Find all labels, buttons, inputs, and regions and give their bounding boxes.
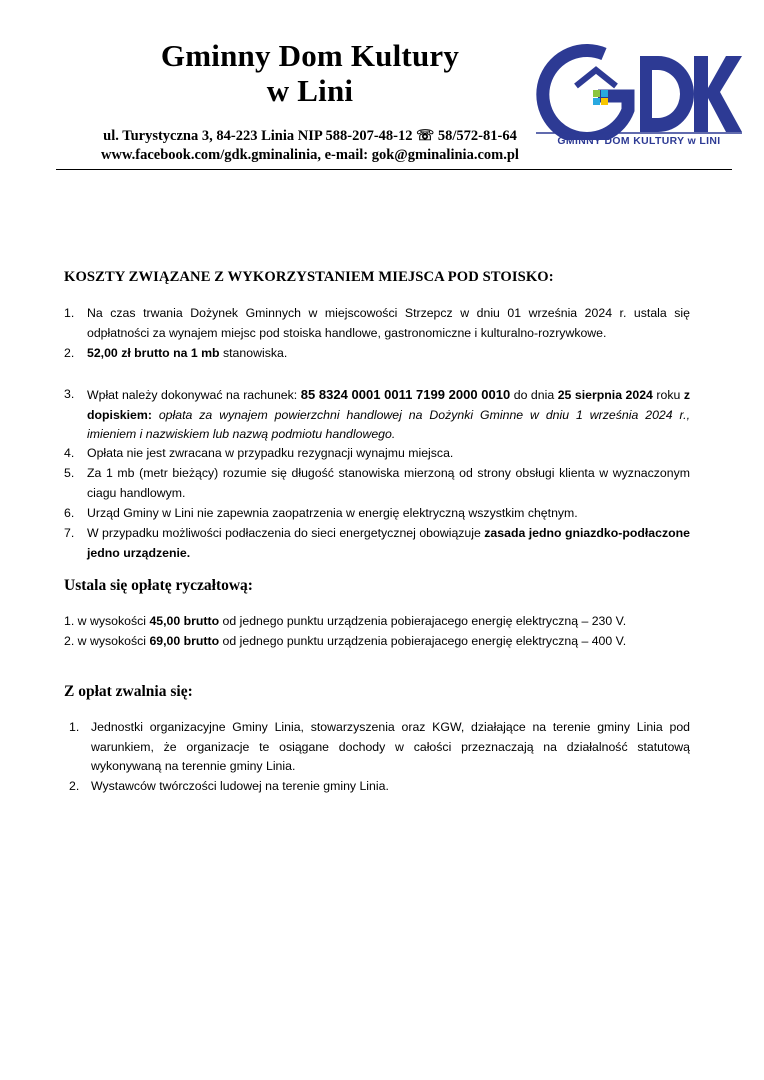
item-number: 3. [64,387,75,401]
window-tile-yellow [601,98,608,105]
contact-info [60,127,560,165]
cost-item-2 [64,344,690,364]
flat-fee-item-1: 1. w wysokości 45,00 brutto od jednego punktu urządzenia pobierajacego energię elektryczną – 230 V. [64,614,627,628]
exempt-item-1 [64,718,690,777]
item-number: 5. [64,466,75,480]
flat-fee-item-2: 2. w wysokości 69,00 brutto od jednego punktu urządzenia pobierajacego energię elektryczną – 400 V. [64,634,627,648]
contact-address: ul. Turystyczna 3, 84-223 Linia NIP 588-207-48-12 ☏ 58/572-81-64 [103,128,517,144]
payment-deadline: 25 sierpnia 2024 [557,388,653,402]
org-name [100,38,520,108]
logo-subtitle: GMINNY DOM KULTURY w LINI [557,136,721,147]
cost-item-4 [64,444,690,464]
cost-item-7 [64,524,690,563]
gdk-logo-mark [536,40,742,140]
window-tile-blue-2 [593,98,600,105]
item-text: Wpłat należy dokonywać na rachunek: [87,388,301,402]
item-text: Za 1 mb (metr bieżący) rozumie się długość stanowiska mierzoną od strony obsługi klienta w wyznaczonym ciagu handlowym. [87,466,690,500]
gdk-logo [536,40,742,152]
fee-amount: 45,00 brutto [149,614,220,628]
contact-web-email: www.facebook.com/gdk.gminalinia, e-mail: gok@gminalinia.com.pl [101,147,519,163]
item-number: 2. [64,634,75,648]
socket-rule: zasada jedno gniazdko-podłaczone jedno urządzenie. [87,526,690,560]
cost-item-1 [64,304,690,343]
header-divider [56,169,732,170]
section-flat-fee-title: Ustala się opłatę ryczałtową: [64,577,253,594]
payment-note: opłata za wynajem powierzchni handlowej na Dożynki Gminne w dniu 1 września 2024 r., imieniem i nazwiskiem lub nazwą podmiotu handlowego. [87,407,690,442]
bank-account-number: 85 8324 0001 0011 7199 2000 0010 [300,387,511,402]
item-number: 4. [64,446,75,460]
item-text: Wystawców twórczości ludowej na terenie gminy Linia. [91,779,389,793]
item-text: Opłata nie jest zwracana w przypadku rezygnacji wynajmu miejsca. [87,446,454,460]
item-text: stanowiska. [219,346,288,360]
item-text: Urząd Gminy w Lini nie zapewnia zaopatrzenia w energię elektryczną wszystkim chętnym. [87,506,578,520]
cost-item-5 [64,464,690,503]
item-number: 1. [64,614,75,628]
item-number: 7. [64,526,75,540]
item-number: 1. [64,306,75,320]
window-tile-green [593,90,600,97]
item-number: 6. [64,506,75,520]
org-name-line1: Gminny Dom Kultury [160,38,460,73]
section-costs-title: KOSZTY ZWIĄZANE Z WYKORZYSTANIEM MIEJSCA POD STOISKO: [64,269,554,285]
note-label: z dopiskiem: [87,388,691,422]
item-number: 2. [69,779,80,793]
cost-item-6 [64,504,690,524]
window-tile-blue [601,90,608,97]
fee-amount: 69,00 brutto [149,634,220,648]
item-text: Jednostki organizacyjne Gminy Linia, stowarzyszenia oraz KGW, działające na terenie gminy Linia pod warunkiem, że organizacje te osiągane dochody w całości przeznaczają na działalność statutową wykonywaną na terennie gminy Linia. [91,720,690,774]
price-per-mb: 52,00 zł brutto na 1 mb [87,346,220,360]
org-name-line2: w Lini [266,73,354,108]
exempt-item-2 [64,777,690,797]
item-number: 2. [64,346,75,360]
cost-item-3: 3. Wpłat należy dokonywać na rachunek: 85 8324 0001 0011 7199 2000 0010 do dnia 25 sierpnia 2024 roku z dopiskiem: opłata za wynajem powierzchni handlowej na Dożynki Gminne w dniu 1 września 2024 r., imieniem i nazwiskiem lub nazwą podmiotu handlowego. [64,387,691,442]
item-text: Na czas trwania Dożynek Gminnych w miejscowości Strzepcz w dniu 01 września 2024 r. ustala się odpłatności za wynajem miejsc pod stoiska handlowe, gastronomiczne i kulturalno-rozrywkowe. [87,306,690,340]
item-number: 1. [69,720,80,734]
section-exempt-title: Z opłat zwalnia się: [64,683,193,700]
item-text: W przypadku możliwości podłaczenia do sieci energetycznej obowiązuje [87,526,485,540]
